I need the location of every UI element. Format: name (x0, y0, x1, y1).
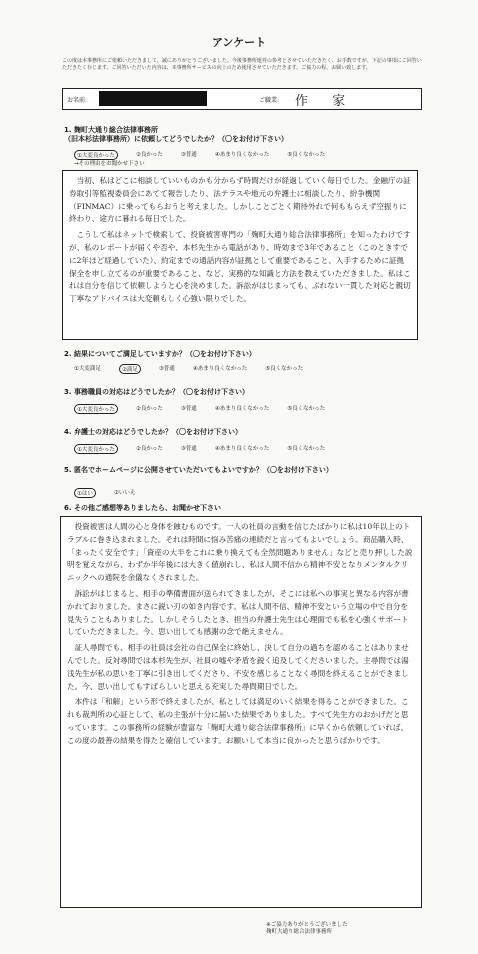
q1-option-2[interactable]: ②良かった (135, 152, 163, 158)
q4-option-1-selected[interactable]: ①大変良かった (74, 444, 118, 454)
q2-option-4[interactable]: ④あまり良くなかった (192, 366, 248, 372)
q5-options (74, 488, 135, 498)
form-title: アンケート (211, 36, 267, 49)
q1-answer-para: 当初、私はどこに相談していいものかも分からず時間だけが経過していく毎日でした。金融庁の証券取引等監視委員会にあてて報告したり、法テラスや地元の弁護士に相談したり、紛争機関（FINMAC）に乗ってもらおうと考えました。しかしことごとく期待外れで何ももらえず空振りに終わり、途方に暮れる毎日でした。 (69, 176, 411, 224)
name-occupation-row (62, 88, 422, 110)
q6-answer-box (60, 516, 422, 908)
q2-option-1[interactable]: ①大変満足 (74, 366, 101, 372)
q4-option-4[interactable]: ④あまり良くなかった (214, 446, 270, 452)
q2-option-5[interactable]: ⑤良くなかった (265, 366, 304, 372)
q1-answer-para: こうして私はネットで検索して、投資被害専門の「麹町大通り総合法律事務所」を知ったわけですが、私のレポートが届くや否や、本杉先生から電話があり、時効まで3年であること（このときすでに2年ほど経過していた）、約定までの通話内容が証拠として重要であること、入手するために証拠保全を申し立てるのが重要であること、など、実務的な知識と方法を教えていただきました。私はこれは自分を信じて依頼しようと心を決めました。訴訟がはじまっても、ぶれない一貫した対応と親切丁寧なアドバイスは大変頼もしく心強い限りでした。 (69, 230, 411, 304)
q6-heading: 6. その他ご感想等ありましたら、お聞かせ下さい (64, 504, 221, 512)
occupation-label: ご職業: (259, 97, 280, 104)
q1-heading: 1. 麹町大通り総合法律事務所 （旧本杉法律事務所）に依頼してどうでしたか？（〇をお付け下さい） (64, 126, 288, 143)
q3-options (74, 404, 325, 414)
q6-answer-para: 投資被害は人間の心と身体を蝕むものです。一人の社員の言動を信じたばかりに私は10年以上のトラブルに巻き込まれました。それは時間に悩み苦痛の連続だと言ってもよいでしょう。商品購入時、「まったく安全です」「資産の大半をこれに乗り換えても全然問題ありません」などと売り押しした説明を覚えながら、わずか半年後には大きく値崩れし、私は人間不信から精神不安となりメンタルクリニックへの通院を余儀なくされました。 (67, 522, 413, 583)
q6-answer-para: 証人尋問でも、相手の社員は会社の自己保全に終始し、決して自分の過ちを認めることはありませんでした。反対尋問では本杉先生が、社員の嘘や矛盾を鋭く追及してくださいました。主尋問では湯浅先生が私の思いを丁寧に引き出してくださり、不安を感じることなく尋問を終えることができました。今、思い出してもすばらしいと思える充実した尋問期日でした。 (67, 643, 409, 691)
q4-options (74, 444, 325, 454)
q1-option-3[interactable]: ③普通 (180, 152, 197, 158)
q6-answer-para: 本件は「和解」という形で終えましたが、私としては満足のいく結果を得ることができました。これも裁判所の心証として、私の主張が十分に届いた結果でありました。すべて先生方のおかげだと思っています。この事務所の経験が豊富な「麹町大通り総合法律事務所」に早くから依頼していれば、この度の最善の結果を得たと確信しています。お願いして本当に良かったと思うばかりです。 (67, 697, 409, 745)
q3-option-3[interactable]: ③普通 (180, 406, 197, 412)
q5-option-yes-selected[interactable]: ①はい (74, 488, 96, 498)
q1-options (74, 150, 325, 160)
q4-option-2[interactable]: ②良かった (135, 446, 163, 452)
q4-option-5[interactable]: ⑤良くなかった (287, 446, 326, 452)
q6-answer-para: 訴訟がはじまると、相手の準備書面が送られてきましたが、そこには私への事実と異なる内容が書かれておりました。まさに鋭い刃の如き内容です。私は人間不信、精神不安という立場の中で自分を見失うこともありました。しかしそうしたとき、担当の弁護士先生は心理面でも私を心強くサポートしていただきました。今、思い出しても感謝の念で絶えません。 (67, 588, 409, 637)
q4-option-3[interactable]: ③普通 (180, 446, 197, 452)
footer (266, 922, 348, 936)
redacted-name (99, 91, 207, 106)
q3-heading: 3. 事務職員の対応はどうでしたか？（〇をお付け下さい） (64, 388, 249, 396)
name-label: お名前: (67, 97, 88, 104)
q2-option-3[interactable]: ③普通 (158, 366, 175, 372)
q2-options (74, 364, 303, 374)
q1-option-4[interactable]: ④あまり良くなかった (214, 152, 270, 158)
q2-option-2-selected[interactable]: ②満足 (119, 364, 141, 374)
q2-heading: 2. 結果についてご満足していますか？（〇をお付け下さい） (64, 350, 256, 358)
q1-reason-label: →その理由をお聞かせ下さい (74, 161, 145, 167)
q3-option-5[interactable]: ⑤良くなかった (287, 406, 326, 412)
occupation-value: 作 家 (295, 94, 356, 109)
q4-heading: 4. 弁護士の対応はどうでしたか？（〇をお付け下さい） (64, 428, 242, 436)
q5-option-no[interactable]: ②いいえ (113, 490, 136, 496)
q3-option-4[interactable]: ④あまり良くなかった (214, 406, 270, 412)
footer-firm: 麹町大通り総合法律事務所 (266, 929, 333, 935)
q1-option-5[interactable]: ⑤良くなかった (287, 152, 326, 158)
q3-option-2[interactable]: ②良かった (135, 406, 163, 412)
q1-answer-box (62, 170, 418, 340)
q1-option-1-selected[interactable]: ①大変良かった (74, 150, 118, 160)
q3-option-1-selected[interactable]: ①大変良かった (74, 404, 118, 414)
intro-text: この度は本事務所にご依頼いただきまして、誠にありがとうございました。今後事務所運営の参考とさせていただきたく、お手数ですが、下記の事項にご回答いただきたく存じます。ご回答いただいた内容は、本事務所サービスの向上のため使用させていただきます。ご協力の程、お願い致します。 (62, 58, 422, 71)
footer-thanks: ※ご協力ありがとうございました (266, 922, 348, 928)
q5-heading: 5. 匿名でホームページに公開させていただいてもよいですか？（〇をお付け下さい） (64, 466, 333, 474)
